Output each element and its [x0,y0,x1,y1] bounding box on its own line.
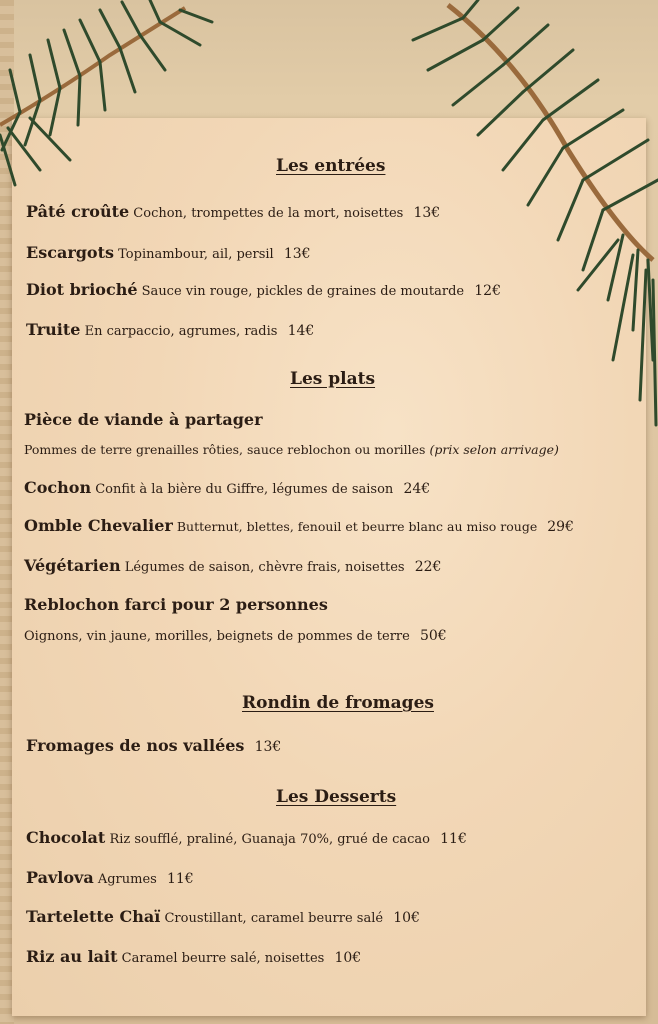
menu-item-cochon: Cochon Confit à la bière du Giffre, légumes de saison 24€ [24,478,431,497]
menu-item-chocolat: Chocolat Riz soufflé, praliné, Guanaja 70%, grué de cacao 11€ [26,828,467,847]
menu-item-piece-de-viande-desc: Pommes de terre grenailles rôties, sauce reblochon ou morilles (prix selon arrivage) [24,442,559,457]
section-title-plats: Les plats [290,369,376,389]
menu-item-piece-de-viande: Pièce de viande à partager [24,410,263,429]
menu-item-riz-au-lait: Riz au lait Caramel beurre salé, noisettes 10€ [26,947,362,966]
section-title-desserts: Les Desserts [276,787,397,807]
menu-item-reblochon-farci-desc: Oignons, vin jaune, morilles, beignets de pommes de terre 50€ [24,628,447,644]
pine-branch-left-icon [0,0,220,210]
menu-item-truite: Truite En carpaccio, agrumes, radis 14€ [26,320,315,339]
menu-item-pate-croute: Pâté croûte Cochon, trompettes de la mort, noisettes 13€ [26,202,441,221]
menu-item-vegetarien: Végétarien Légumes de saison, chèvre frais, noisettes 22€ [24,556,442,575]
menu-item-omble-chevalier: Omble Chevalier Butternut, blettes, fenouil et beurre blanc au miso rouge 29€ [24,516,574,535]
menu-item-tartelette-chai: Tartelette Chaï Croustillant, caramel beurre salé 10€ [26,907,420,926]
pine-branch-right-icon [408,0,658,430]
menu-item-escargots: Escargots Topinambour, ail, persil 13€ [26,243,311,262]
section-title-fromages: Rondin de fromages [242,693,434,713]
menu-item-fromages: Fromages de nos vallées 13€ [26,736,282,755]
menu-item-reblochon-farci: Reblochon farci pour 2 personnes [24,595,328,614]
menu-item-pavlova: Pavlova Agrumes 11€ [26,868,194,887]
menu-item-diot-brioche: Diot brioché Sauce vin rouge, pickles de graines de moutarde 12€ [26,280,501,299]
section-title-entrees: Les entrées [276,156,386,176]
